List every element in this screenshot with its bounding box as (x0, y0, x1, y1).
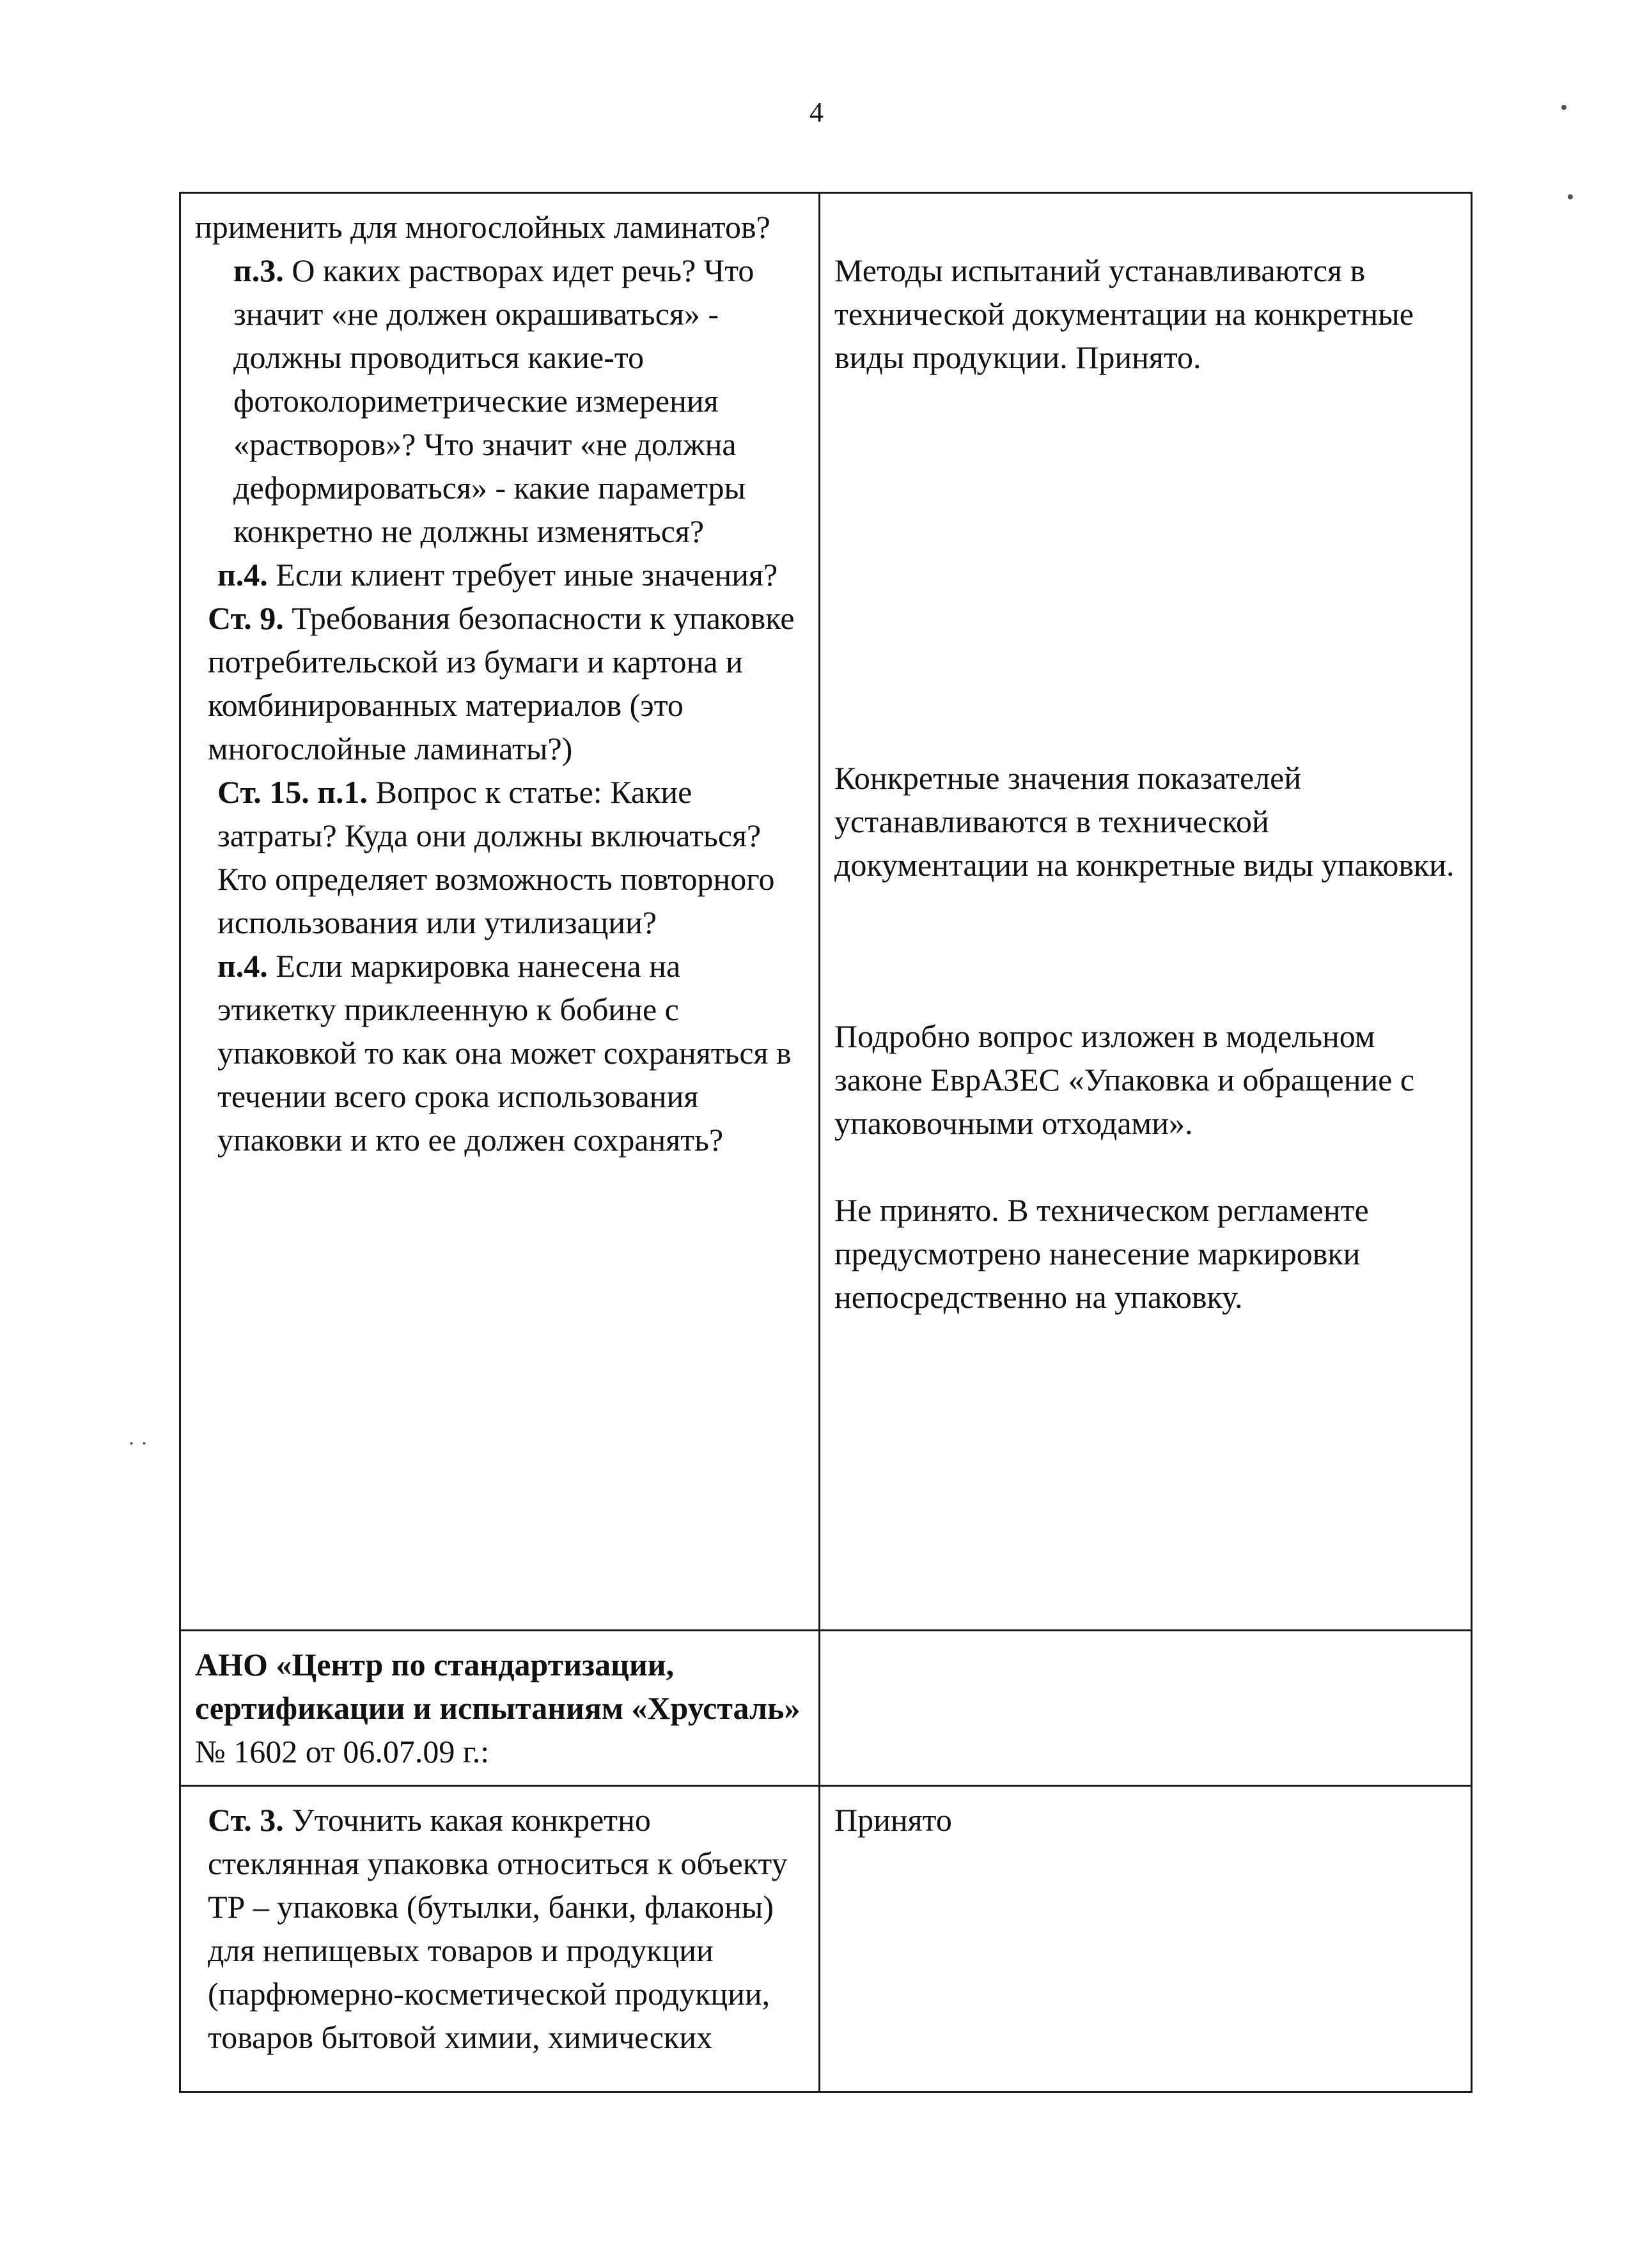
response-cell: Принято (820, 1786, 1472, 2092)
comment-paragraph (195, 249, 807, 553)
comments-table (179, 192, 1473, 2093)
clause-label: Ст. 9. (208, 600, 284, 636)
table-row (180, 193, 1472, 1631)
clause-label: Ст. 3. (208, 1802, 284, 1838)
letter-reference: № 1602 от 06.07.09 г.: (195, 1734, 490, 1769)
comment-paragraph (195, 1798, 807, 2059)
comment-paragraph (195, 596, 807, 770)
clause-label: п.4. (217, 948, 268, 984)
response-paragraph: Подробно вопрос изложен в модельном законе ЕврАЗЕС «Упаковка и обращение с упаковочными отходами». (834, 1018, 1415, 1141)
response-paragraph: Конкретные значения показателей устанавливаются в технической документации на конкретные виды упаковки. (834, 760, 1455, 883)
comment-cell (180, 193, 820, 1631)
comment-paragraph (195, 205, 807, 249)
comment-paragraph (195, 944, 807, 1161)
table-row (180, 1631, 1472, 1786)
response-paragraph: Не принято. В техническом регламенте предусмотрено нанесение маркировки непосредственно на упаковку. (834, 1192, 1369, 1315)
comment-text: применить для многослойных ламинатов? (195, 209, 770, 245)
scan-speck: · · (128, 1432, 148, 1456)
clause-label: п.4. (217, 557, 268, 593)
comment-text: Если маркировка нанесена на этикетку приклеенную к бобине с упаковкой то как она может сохраняться в течении всего срока использования упаковки и кто ее должен сохранять? (217, 948, 792, 1158)
response-paragraph: Методы испытаний устанавливаются в технической документации на конкретные виды продукции. Принято. (834, 252, 1414, 375)
scan-speck: • (1560, 96, 1568, 120)
clause-label: п.3. (233, 252, 284, 288)
comment-cell (180, 1786, 820, 2092)
organization-name: АНО «Центр по стандартизации, сертификации и испытаниям «Хрусталь» (195, 1647, 801, 1726)
scan-speck: • (1567, 185, 1574, 209)
response-cell (820, 1631, 1472, 1786)
clause-label: Ст. 15. п.1. (217, 774, 368, 810)
comment-text: Уточнить какая конкретно стеклянная упаковка относиться к объекту ТР – упаковка (бутылки, банки, флаконы) для непищевых товаров и продукции (парфюмерно-косметической продукции, товаров бытовой химии, химических (208, 1802, 788, 2055)
comment-paragraph (195, 770, 807, 944)
table-row (180, 1786, 1472, 2092)
page-number: 4 (809, 97, 824, 128)
comment-text: О каких растворах идет речь? Что значит «не должен окрашиваться» - должны проводиться какие-то фотоколориметрические измерения «растворов»? Что значит «не должна деформироваться» - какие параметры конкретно не должны изменяться? (233, 252, 754, 549)
organization-cell (180, 1631, 820, 1786)
response-cell (820, 193, 1472, 1631)
comment-text: Если клиент требует иные значения? (267, 557, 778, 593)
comment-text: Требования безопасности к упаковке потребительской из бумаги и картона и комбинированных материалов (это многослойные ламинаты?) (208, 600, 795, 766)
comment-paragraph (195, 553, 807, 596)
comment-text: Вопрос к статье: Какие затраты? Куда они должны включаться? Кто определяет возможность повторного использования или утилизации? (217, 774, 775, 940)
